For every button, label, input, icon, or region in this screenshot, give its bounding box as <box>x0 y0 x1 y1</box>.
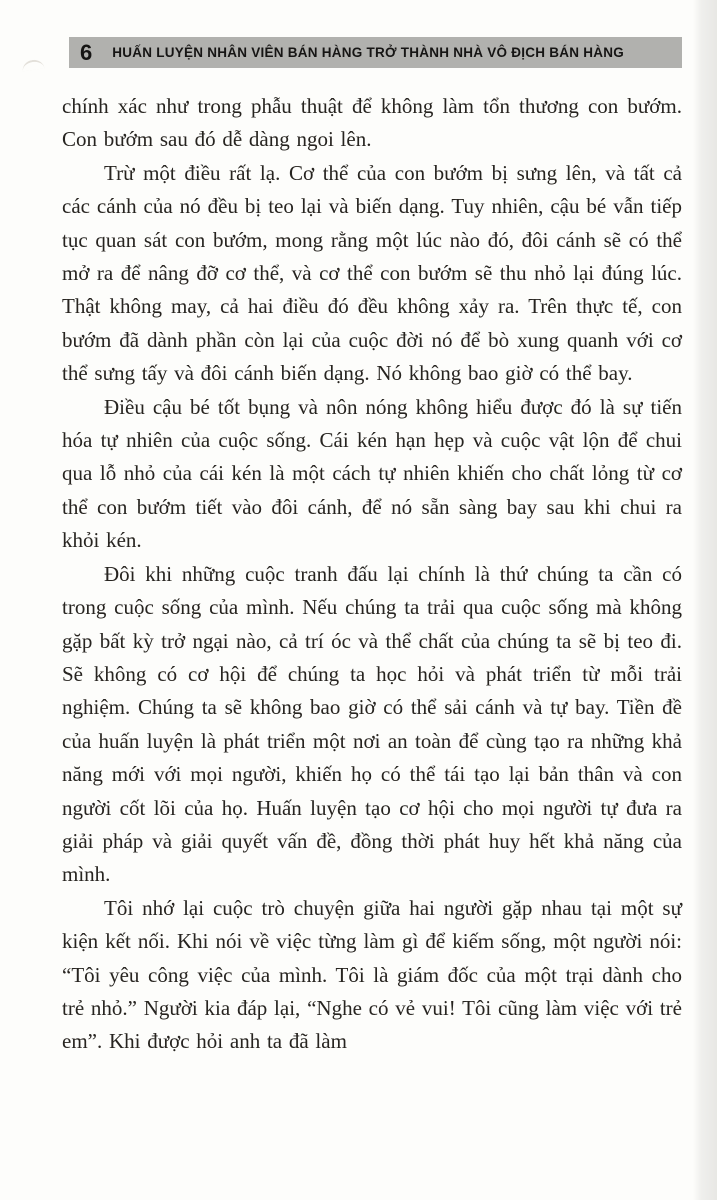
paragraph: Điều cậu bé tốt bụng và nôn nóng không hiểu được đó là sự tiến hóa tự nhiên của cuộc sống. Cái kén hạn hẹp và cuộc vật lộn để chui qua lỗ nhỏ của cái kén là một cách tự nhiên khiến cho chất lỏng từ cơ thể con bướm tiết vào đôi cánh, để nó sẵn sàng bay sau khi chui ra khỏi kén. <box>62 394 682 553</box>
paragraph-continuation: chính xác như trong phẫu thuật để không làm tổn thương con bướm. Con bướm sau đó dễ dàng ngoi lên. <box>62 94 682 152</box>
page-number: 6 <box>80 39 93 65</box>
page-edge-shadow <box>693 0 717 1200</box>
body-text <box>62 90 682 1059</box>
paragraph: Trừ một điều rất lạ. Cơ thể của con bướm bị sưng lên, và tất cả các cánh của nó đều bị teo lại và biến dạng. Tuy nhiên, cậu bé vẫn tiếp tục quan sát con bướm, mong rằng một lúc nào đó, đôi cánh sẽ có thể mở ra để nâng đỡ cơ thể, và cơ thể con bướm sẽ thu nhỏ lại đúng lúc. Thật không may, cả hai điều đó đều không xảy ra. Trên thực tế, con bướm đã dành phần còn lại của cuộc đời nó để bò xung quanh với cơ thể sưng tấy và đôi cánh biến dạng. Nó không bao giờ có thể bay. <box>62 160 682 386</box>
page-header-bar <box>69 37 682 68</box>
paragraph: Đôi khi những cuộc tranh đấu lại chính là thứ chúng ta cần có trong cuộc sống của mình. Nếu chúng ta trải qua cuộc sống mà không gặp bất kỳ trở ngại nào, cả trí óc và thể chất của chúng ta sẽ bị teo đi. Sẽ không có cơ hội để chúng ta học hỏi và phát triển từ mỗi trải nghiệm. Chúng ta sẽ không bao giờ có thể sải cánh và tự bay. Tiền đề của huấn luyện là phát triển một nơi an toàn để cùng tạo ra những khả năng mới với mọi người, khiến họ có thể tái tạo lại bản thân và con người cốt lõi của họ. Huấn luyện tạo cơ hội cho mọi người tự đưa ra giải pháp và giải quyết vấn đề, đồng thời phát huy hết khả năng của mình. <box>62 561 682 887</box>
scan-artifact <box>21 59 44 72</box>
paragraph: Tôi nhớ lại cuộc trò chuyện giữa hai người gặp nhau tại một sự kiện kết nối. Khi nói về việc từng làm gì để kiếm sống, một người nói: “Tôi yêu công việc của mình. Tôi là giám đốc của một trại dành cho trẻ nhỏ.” Người kia đáp lại, “Nghe có vẻ vui! Tôi cũng làm việc với trẻ em”. Khi được hỏi anh ta đã làm <box>62 895 682 1054</box>
running-title: HUẤN LUYỆN NHÂN VIÊN BÁN HÀNG TRỞ THÀNH NHÀ VÔ ĐỊCH BÁN HÀNG <box>112 44 625 60</box>
